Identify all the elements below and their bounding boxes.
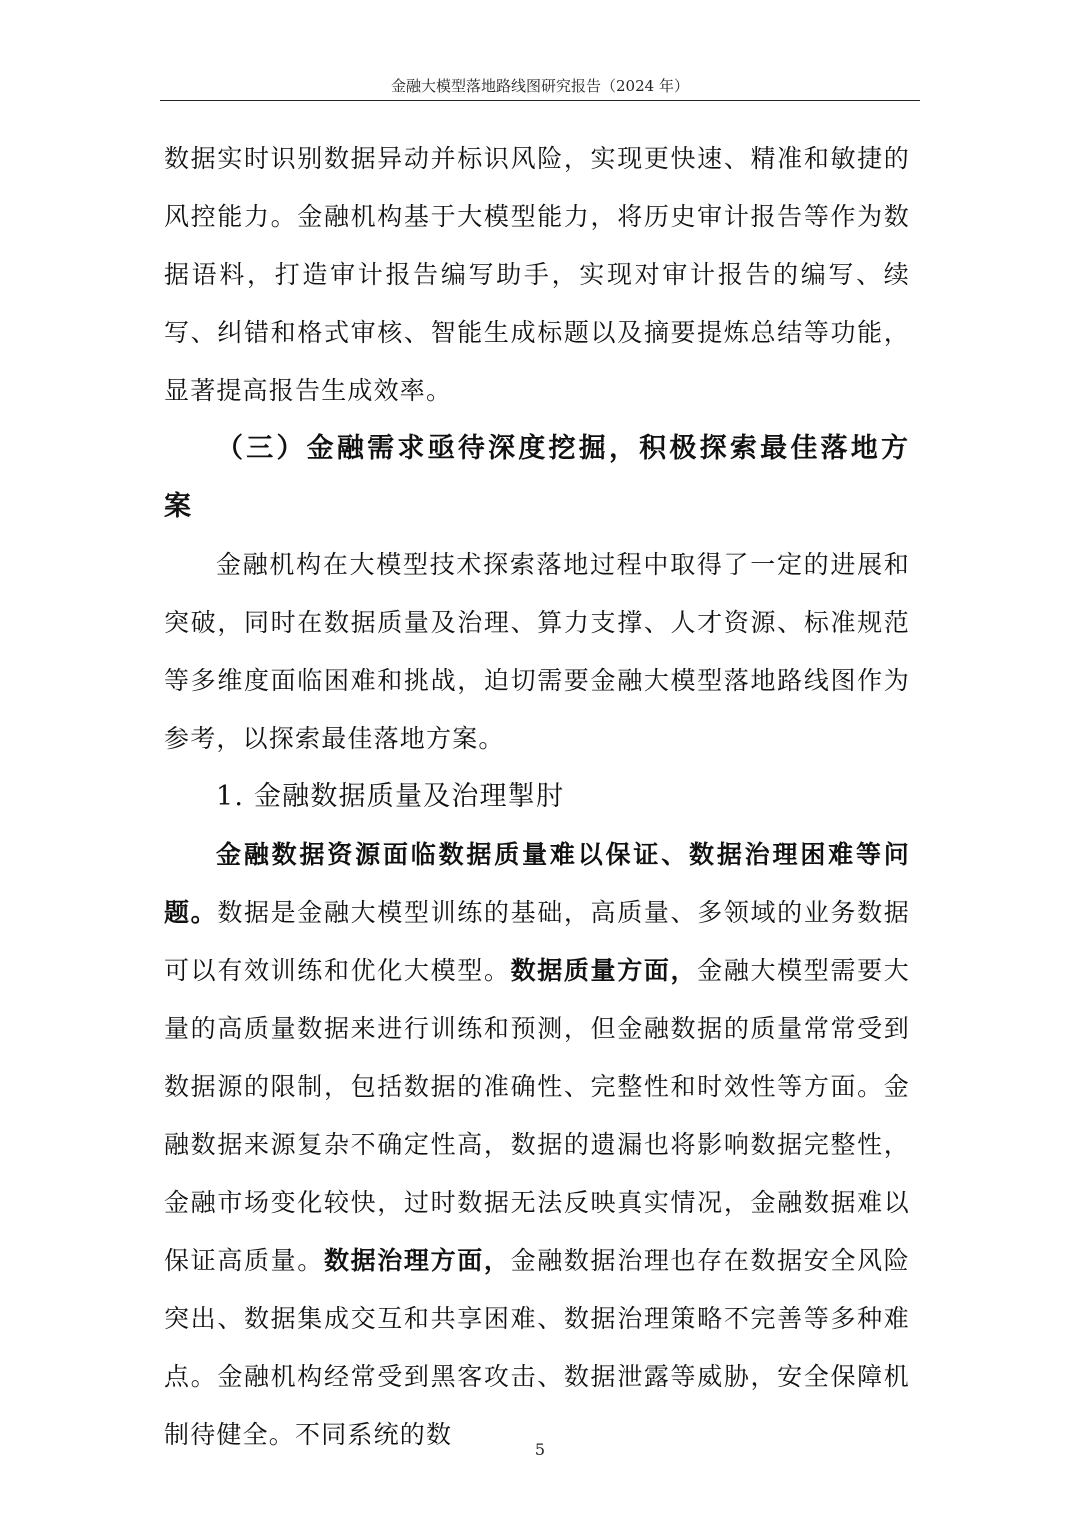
subsection-heading: 1. 金融数据质量及治理掣肘 [216, 781, 565, 812]
paragraph-3-text-c: 金融数据治理也存在数据安全风险突出、数据集成交互和共享困难、数据治理策略不完善等多种难点。金融机构经常受到黑客攻击、数据泄露等威胁，安全保障机制待健全。不同系统的数 [164, 1246, 910, 1449]
section-heading: （三）金融需求亟待深度挖掘，积极探索最佳落地方案 [164, 433, 910, 522]
header-divider [160, 100, 920, 101]
paragraph-3-text-b: 金融大模型需要大量的高质量数据来进行训练和预测，但金融数据的质量常常受到数据源的限制，包括数据的准确性、完整性和时效性等方面。金融数据来源复杂不确定性高，数据的遗漏也将影响数据完整性，金融市场变化较快，过时数据无法反映真实情况，金融数据难以保证高质量。 [164, 956, 910, 1275]
paragraph-3-lead: 金融数据资源面临数据质量难以保证、数据治理困难等问题。 [164, 840, 910, 927]
data-quality-label: 数据质量方面， [510, 956, 698, 985]
data-governance-label: 数据治理方面， [323, 1246, 511, 1275]
page-number: 5 [534, 1440, 546, 1459]
document-body [164, 130, 910, 1464]
paragraph-2: 金融机构在大模型技术探索落地过程中取得了一定的进展和突破，同时在数据质量及治理、算力支撑、人才资源、标准规范等多维度面临困难和挑战，迫切需要金融大模型落地路线图作为参考，以探索最佳落地方案。 [164, 550, 910, 753]
page-header-title: 金融大模型落地路线图研究报告（2024 年） [391, 77, 689, 95]
paragraph-3-text-a: 数据是金融大模型训练的基础，高质量、多领域的业务数据可以有效训练和优化大模型。 [164, 898, 911, 985]
paragraph-3 [164, 826, 910, 1464]
paragraph-1: 数据实时识别数据异动并标识风险，实现更快速、精准和敏捷的风控能力。金融机构基于大模型能力，将历史审计报告等作为数据语料，打造审计报告编写助手，实现对审计报告的编写、续写、纠错和格式审核、智能生成标题以及摘要提炼总结等功能，显著提高报告生成效率。 [164, 144, 910, 405]
